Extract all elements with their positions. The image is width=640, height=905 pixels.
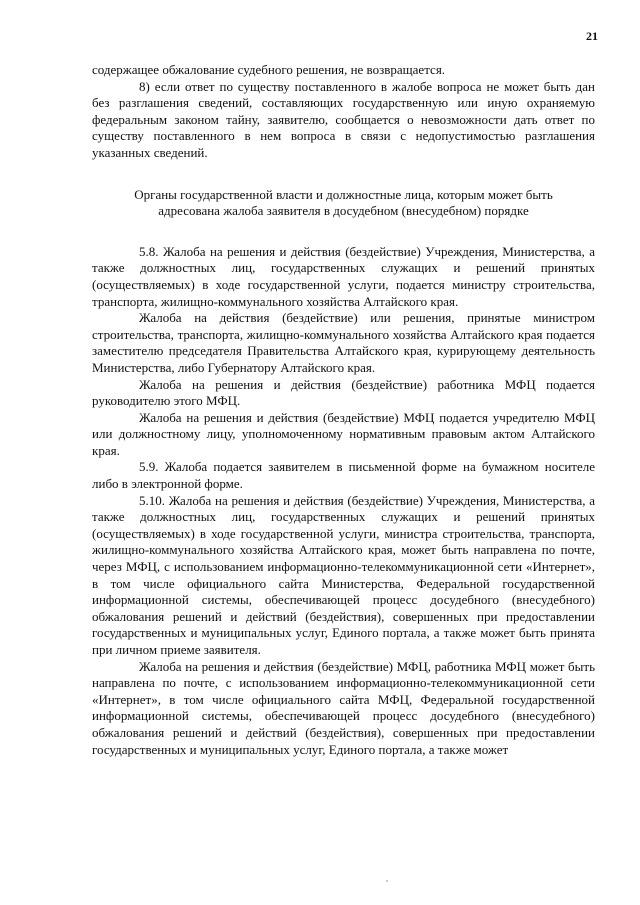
paragraph-complaint-mfc-channels: Жалоба на решения и действия (бездействие) МФЦ, работника МФЦ может быть направлена по почте, с использованием информационно-телекоммуникационной сети «Интернет», в том числе официального сайта МФЦ, Федеральной государственной информационной системы, обеспечивающей процесс досудебного (внесудебного) обжалования решений и действий (бездействия), совершенных при предоставлении государственных и муниципальных услуг, Единого портала, а также может — [92, 658, 595, 757]
section-heading-line-1: Органы государственной власти и должностные лица, которым может быть — [134, 186, 553, 202]
page-number: 21 — [586, 29, 598, 43]
paragraph-5-10: 5.10. Жалоба на решения и действия (бездействие) Учреждения, Министерства, а также должностных лиц, государственных служащих и решений принятых (осуществляемых) в ходе государственной услуги, министра строительства, транспорта, жилищно-коммунального хозяйства Алтайского края, может быть направлена по почте, через МФЦ, с использованием информационно-телекоммуникационной сети «Интернет», в том числе официального сайта Министерства, Федеральной государственной информационной системы, обеспечивающей процесс досудебного (внесудебного) обжалования решений и действий (бездействия), совершенных при предоставлении государственных и муниципальных услуг, Единого портала, а также может быть принята при личном приеме заявителя. — [92, 492, 595, 657]
paragraph-5-9: 5.9. Жалоба подается заявителем в письменной форме на бумажном носителе либо в электронной форме. — [92, 459, 595, 492]
paragraph-complaint-minister: Жалоба на действия (бездействие) или решения, принятые министром строительства, транспорта, жилищно-коммунального хозяйства Алтайского края подается заместителю председателя Правительства Алтайского края, курирующему деятельность Министерства, либо Губернатору Алтайского края. — [92, 310, 595, 375]
scan-speck — [386, 880, 388, 882]
paragraph-complaint-mfc: Жалоба на решения и действия (бездействие) МФЦ подается учредителю МФЦ или должностному лицу, уполномоченному нормативным правовым актом Алтайского края. — [92, 409, 595, 458]
paragraph-complaint-mfc-worker: Жалоба на решения и действия (бездействие) работника МФЦ подается руководителю этого МФЦ. — [92, 376, 595, 409]
paragraph-5-8: 5.8. Жалоба на решения и действия (бездействие) Учреждения, Министерства, а также должностных лиц, государственных служащих и решений принятых (осуществляемых) в ходе государственной услуги, подается министру строительства, транспорта, жилищно-коммунального хозяйства Алтайского края. — [92, 243, 595, 309]
section-heading — [92, 187, 595, 220]
document-body — [92, 62, 595, 758]
paragraph-item-8: 8) если ответ по существу поставленного в жалобе вопроса не может быть дан без разглашения сведений, составляющих государственную или иную охраняемую федеральным законом тайну, заявителю, сообщается о невозможности дать ответ по существу поставленного в нем вопроса в связи с недопустимостью разглашения указанных сведений. — [92, 78, 595, 160]
section-heading-line-2: адресована жалоба заявителя в досудебном (внесудебном) порядке — [158, 203, 529, 219]
paragraph-continuation: содержащее обжалование судебного решения, не возвращается. — [92, 62, 446, 77]
